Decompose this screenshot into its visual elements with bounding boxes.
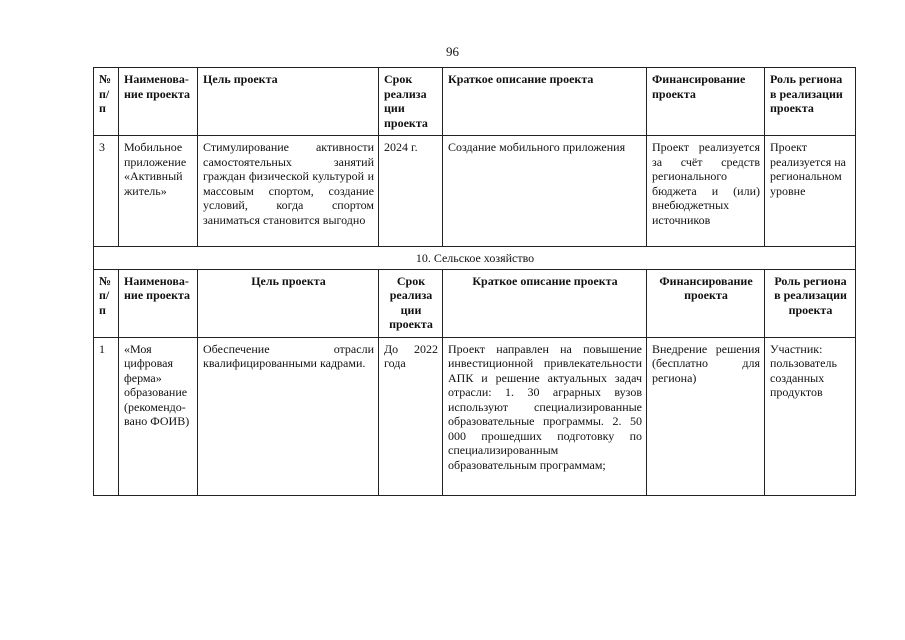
- section-row: [94, 247, 856, 270]
- header-goal: Цель проекта: [198, 269, 379, 337]
- projects-table: [93, 67, 856, 496]
- header-fin: Финансирование проекта: [647, 68, 765, 136]
- table-row: [94, 136, 856, 247]
- row-role: Проект реализуется на региональном уровне: [765, 136, 856, 247]
- section-title: 10. Сельское хозяйство: [94, 247, 856, 270]
- header-desc: Краткое описание проекта: [443, 269, 647, 337]
- table-header-row-2: [94, 269, 856, 337]
- row-term: До 2022 года: [379, 337, 443, 495]
- header-term: Срок реализа ции проекта: [379, 269, 443, 337]
- header-role: Роль региона в реализации проекта: [765, 269, 856, 337]
- header-name: Наименова-ние проекта: [119, 269, 198, 337]
- header-term: Срок реализа ции проекта: [379, 68, 443, 136]
- table-header-row: [94, 68, 856, 136]
- row-goal: Стимулирование активности самостоятельных занятий граждан физической культурой и массовым спортом, создание условий, когда спортом заниматься становится выгодно: [198, 136, 379, 247]
- table-row: [94, 337, 856, 495]
- row-goal: Обеспечение отрасли квалифицированными кадрами.: [198, 337, 379, 495]
- header-num: № п/ п: [94, 68, 119, 136]
- row-role: Участник: пользователь созданных продуктов: [765, 337, 856, 495]
- row-name: «Моя цифровая ферма» образование (рекомендо-вано ФОИВ): [119, 337, 198, 495]
- row-fin: Внедрение решения (бесплатно для региона): [647, 337, 765, 495]
- header-fin: Финансирование проекта: [647, 269, 765, 337]
- row-num: 3: [94, 136, 119, 247]
- page-number: 96: [446, 44, 459, 59]
- row-fin: Проект реализуется за счёт средств регионального бюджета и (или) внебюджетных источников: [647, 136, 765, 247]
- row-desc: Создание мобильного приложения: [443, 136, 647, 247]
- header-name: Наименова-ние проекта: [119, 68, 198, 136]
- header-num: № п/ п: [94, 269, 119, 337]
- header-role: Роль региона в реализации проекта: [765, 68, 856, 136]
- header-goal: Цель проекта: [198, 68, 379, 136]
- row-num: 1: [94, 337, 119, 495]
- row-term: 2024 г.: [379, 136, 443, 247]
- row-desc: Проект направлен на повышение инвестиционной привлекательности АПК и решение актуальных задач отрасли: 1. 30 аграрных вузов используют специализированные образовательные программы. 2. 50 000 прошедших подготовку по специализированным образовательным программам;: [443, 337, 647, 495]
- row-name: Мобильное приложение «Активный житель»: [119, 136, 198, 247]
- header-desc: Краткое описание проекта: [443, 68, 647, 136]
